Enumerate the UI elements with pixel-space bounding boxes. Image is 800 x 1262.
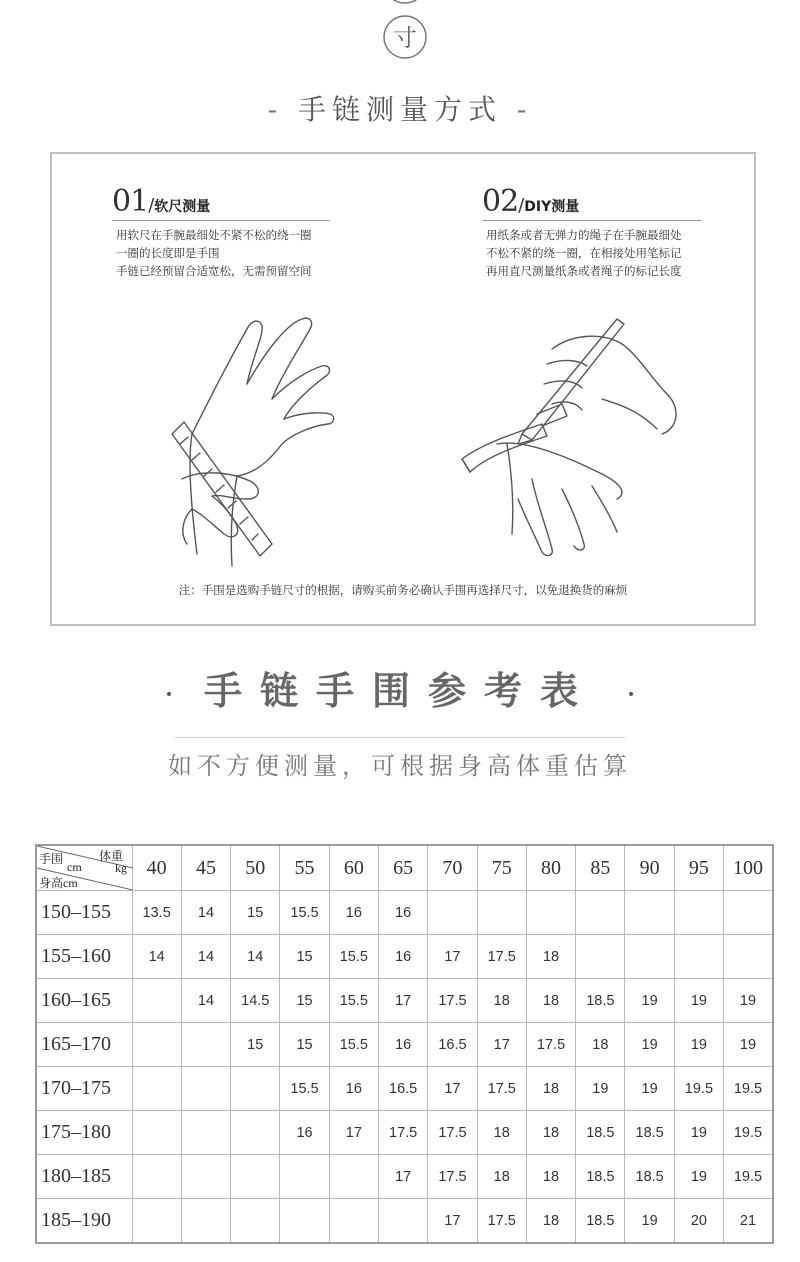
wrist-size-cell: 16 xyxy=(280,1111,329,1155)
corner-wrist-unit: cm xyxy=(67,860,82,874)
wrist-size-cell: 18 xyxy=(576,1023,625,1067)
wrist-size-cell: 16 xyxy=(378,891,427,935)
wrist-size-cell xyxy=(231,1067,280,1111)
wrist-size-cell xyxy=(181,1111,230,1155)
wrist-size-cell: 18 xyxy=(526,1111,575,1155)
wrist-size-cell: 15.5 xyxy=(329,1023,378,1067)
wrist-size-cell: 14 xyxy=(231,935,280,979)
method2-underline xyxy=(482,220,702,221)
title-bullet-left: · xyxy=(165,681,173,708)
wrist-size-cell: 17 xyxy=(329,1111,378,1155)
wrist-size-cell: 15 xyxy=(280,935,329,979)
wrist-size-cell: 13.5 xyxy=(132,891,181,935)
paper-strip-pen-illustration xyxy=(452,304,712,564)
weight-header-cell: 40 xyxy=(132,845,181,891)
wrist-size-cell: 18.5 xyxy=(576,1111,625,1155)
weight-header-cell: 90 xyxy=(625,845,674,891)
wrist-size-cell: 19 xyxy=(576,1067,625,1111)
wrist-size-cell: 15.5 xyxy=(280,891,329,935)
wrist-size-cell: 18.5 xyxy=(625,1155,674,1199)
wrist-size-cell: 16 xyxy=(378,1023,427,1067)
method1-slash: / xyxy=(148,195,155,216)
wrist-size-cell: 18 xyxy=(526,935,575,979)
method2-text xyxy=(486,226,682,280)
wrist-size-cell: 15 xyxy=(231,891,280,935)
table-row xyxy=(36,1199,773,1244)
wrist-size-cell: 18 xyxy=(526,1199,575,1244)
wrist-size-cell: 18.5 xyxy=(625,1111,674,1155)
weight-header-cell: 70 xyxy=(428,845,477,891)
corner-weight-unit: kg xyxy=(115,861,127,875)
wrist-size-cell xyxy=(576,891,625,935)
measure-method-title-text: 手链测量方式 xyxy=(297,93,502,126)
wrist-size-cell: 18 xyxy=(526,1155,575,1199)
weight-header-cell: 50 xyxy=(231,845,280,891)
wrist-size-cell: 17.5 xyxy=(477,1067,526,1111)
seal-char: 寸 xyxy=(393,24,417,52)
wrist-size-cell: 15.5 xyxy=(329,979,378,1023)
height-range-cell: 160–165 xyxy=(36,979,132,1023)
wrist-size-cell: 14.5 xyxy=(231,979,280,1023)
wrist-size-cell xyxy=(724,891,773,935)
table-row xyxy=(36,1023,773,1067)
wrist-size-cell: 17.5 xyxy=(477,935,526,979)
wrist-size-cell: 19 xyxy=(674,1023,723,1067)
wrist-size-cell: 18.5 xyxy=(576,1155,625,1199)
wrist-size-cell: 15 xyxy=(280,1023,329,1067)
wrist-size-cell: 14 xyxy=(181,979,230,1023)
weight-header-cell: 80 xyxy=(526,845,575,891)
method2-line-2: 不松不紧的绕一圈，在相接处用笔标记 xyxy=(486,246,682,260)
method1-line-2: 一圈的长度即是手围 xyxy=(116,246,220,260)
wrist-size-cell: 19 xyxy=(674,979,723,1023)
wrist-size-cell: 17.5 xyxy=(428,1155,477,1199)
wrist-size-cell: 19 xyxy=(724,1023,773,1067)
table-row xyxy=(36,1067,773,1111)
wrist-size-cell: 20 xyxy=(674,1199,723,1244)
wrist-size-cell: 18 xyxy=(526,1067,575,1111)
weight-header-cell: 95 xyxy=(674,845,723,891)
wrist-size-cell: 16.5 xyxy=(378,1067,427,1111)
wrist-size-cell xyxy=(181,1067,230,1111)
height-range-cell: 185–190 xyxy=(36,1199,132,1244)
method2-line-3: 再用直尺测量纸条或者绳子的标记长度 xyxy=(486,264,682,278)
wrist-size-cell: 19.5 xyxy=(724,1111,773,1155)
title-dash-left: - xyxy=(267,93,284,126)
wrist-size-cell xyxy=(280,1199,329,1244)
wrist-size-cell xyxy=(231,1111,280,1155)
wrist-size-cell xyxy=(132,1199,181,1244)
corner-height-unit: cm xyxy=(63,876,78,890)
wrist-size-cell: 16.5 xyxy=(428,1023,477,1067)
table-header-row xyxy=(36,845,773,891)
wrist-size-cell xyxy=(231,1155,280,1199)
height-range-cell: 170–175 xyxy=(36,1067,132,1111)
wrist-size-cell xyxy=(526,891,575,935)
wrist-size-cell: 17 xyxy=(428,1067,477,1111)
height-range-cell: 180–185 xyxy=(36,1155,132,1199)
method1-heading xyxy=(112,184,210,219)
title-dash-right: - xyxy=(516,93,533,126)
wrist-size-cell: 15.5 xyxy=(329,935,378,979)
method1-number: 01 xyxy=(112,184,149,219)
wrist-size-cell: 17 xyxy=(428,935,477,979)
wrist-size-cell: 17.5 xyxy=(526,1023,575,1067)
wrist-size-cell: 19 xyxy=(625,979,674,1023)
wrist-size-cell: 19.5 xyxy=(674,1067,723,1111)
wrist-size-cell: 18 xyxy=(477,979,526,1023)
wrist-size-cell: 21 xyxy=(724,1199,773,1244)
seal-logo xyxy=(379,0,431,60)
height-range-cell: 155–160 xyxy=(36,935,132,979)
wrist-size-cell xyxy=(231,1199,280,1244)
wrist-size-cell xyxy=(329,1199,378,1244)
wrist-size-cell: 15 xyxy=(231,1023,280,1067)
title-bullet-right: · xyxy=(627,681,635,708)
wrist-size-cell: 19 xyxy=(674,1111,723,1155)
height-range-cell: 165–170 xyxy=(36,1023,132,1067)
wrist-size-cell: 19 xyxy=(674,1155,723,1199)
wrist-size-cell xyxy=(428,891,477,935)
method1-text xyxy=(116,226,312,280)
table-row xyxy=(36,935,773,979)
weight-header-cell: 55 xyxy=(280,845,329,891)
wrist-size-cell: 17 xyxy=(378,1155,427,1199)
wrist-size-cell: 17.5 xyxy=(428,979,477,1023)
corner-weight-label: 体重 xyxy=(99,849,124,863)
wrist-size-cell xyxy=(132,1067,181,1111)
wrist-size-cell: 17 xyxy=(477,1023,526,1067)
wrist-size-cell: 17.5 xyxy=(428,1111,477,1155)
height-range-cell: 175–180 xyxy=(36,1111,132,1155)
measure-method-title xyxy=(0,88,800,128)
method2-line-1: 用纸条或者无弹力的绳子在手腕最细处 xyxy=(486,228,682,242)
corner-wrist-label: 手围 xyxy=(39,852,64,866)
weight-header-cell: 45 xyxy=(181,845,230,891)
weight-header-cell: 85 xyxy=(576,845,625,891)
wrist-size-cell xyxy=(181,1155,230,1199)
estimate-subtitle: 如不方便测量，可根据身高体重估算 xyxy=(168,752,632,780)
reference-table-title-text: 手链手围参考表 xyxy=(203,668,596,713)
table-row xyxy=(36,891,773,935)
weight-header-cell: 60 xyxy=(329,845,378,891)
wrist-size-cell xyxy=(132,1111,181,1155)
wrist-size-cell: 15.5 xyxy=(280,1067,329,1111)
wrist-size-cell: 17.5 xyxy=(477,1199,526,1244)
wrist-size-cell xyxy=(576,935,625,979)
wrist-size-cell: 14 xyxy=(181,935,230,979)
wrist-size-cell xyxy=(132,1023,181,1067)
wrist-size-cell: 19.5 xyxy=(724,1067,773,1111)
wrist-size-cell: 16 xyxy=(378,935,427,979)
corner-height-label: 身高 xyxy=(39,876,64,890)
reference-table-title xyxy=(0,660,800,715)
wrist-size-cell: 16 xyxy=(329,891,378,935)
measure-note: 注：手围是选购手链尺寸的根据，请购买前务必确认手围再选择尺寸，以免退换货的麻烦 xyxy=(178,583,628,597)
table-corner-cell xyxy=(36,845,132,891)
wrist-size-cell xyxy=(477,891,526,935)
method1-line-1: 用软尺在手腕最细处不紧不松的绕一圈 xyxy=(116,228,312,242)
soft-tape-hand-illustration xyxy=(152,304,352,574)
wrist-size-cell: 19 xyxy=(625,1199,674,1244)
wrist-size-cell: 15 xyxy=(280,979,329,1023)
measure-illustration-panel xyxy=(50,152,756,626)
wrist-size-table-body xyxy=(36,845,773,1243)
wrist-size-cell xyxy=(132,1155,181,1199)
wrist-size-cell xyxy=(329,1155,378,1199)
table-row xyxy=(36,1111,773,1155)
wrist-size-cell xyxy=(674,891,723,935)
wrist-size-cell: 14 xyxy=(132,935,181,979)
wrist-size-cell: 16 xyxy=(329,1067,378,1111)
wrist-size-cell: 18 xyxy=(477,1111,526,1155)
weight-header-cell: 75 xyxy=(477,845,526,891)
wrist-size-cell xyxy=(181,1199,230,1244)
wrist-size-cell: 19 xyxy=(724,979,773,1023)
method1-title: 软尺测量 xyxy=(154,199,211,215)
wrist-size-table xyxy=(35,844,774,1244)
wrist-size-cell xyxy=(625,935,674,979)
weight-header-cell: 65 xyxy=(378,845,427,891)
wrist-size-cell: 14 xyxy=(181,891,230,935)
table-row xyxy=(36,979,773,1023)
wrist-size-cell: 17.5 xyxy=(378,1111,427,1155)
wrist-size-cell: 19 xyxy=(625,1067,674,1111)
method2-number: 02 xyxy=(482,184,519,219)
wrist-size-cell xyxy=(132,979,181,1023)
wrist-size-cell: 18.5 xyxy=(576,1199,625,1244)
method1-underline xyxy=(112,220,330,221)
wrist-size-cell xyxy=(181,1023,230,1067)
method2-heading xyxy=(482,184,579,219)
wrist-size-cell: 19.5 xyxy=(724,1155,773,1199)
height-range-cell: 150–155 xyxy=(36,891,132,935)
wrist-size-cell: 17 xyxy=(378,979,427,1023)
wrist-size-cell xyxy=(378,1199,427,1244)
method2-title: DIY测量 xyxy=(524,199,580,215)
wrist-size-cell: 18 xyxy=(477,1155,526,1199)
wrist-size-cell xyxy=(724,935,773,979)
wrist-size-cell: 18 xyxy=(526,979,575,1023)
wrist-size-cell: 18.5 xyxy=(576,979,625,1023)
title-divider xyxy=(175,737,625,738)
wrist-size-cell xyxy=(280,1155,329,1199)
method1-line-3: 手链已经预留合适宽松，无需预留空间 xyxy=(116,264,312,278)
wrist-size-cell xyxy=(674,935,723,979)
wrist-size-cell: 17 xyxy=(428,1199,477,1244)
wrist-size-cell: 19 xyxy=(625,1023,674,1067)
table-row xyxy=(36,1155,773,1199)
wrist-size-cell xyxy=(625,891,674,935)
weight-header-cell: 100 xyxy=(724,845,773,891)
method2-slash: / xyxy=(518,195,525,216)
